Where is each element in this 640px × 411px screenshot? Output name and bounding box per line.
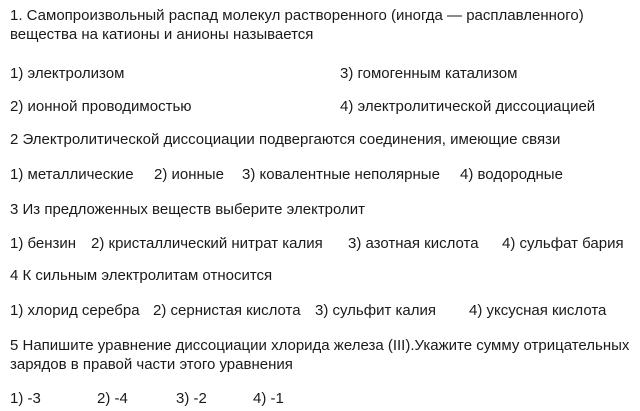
question-1-option-1: 1) электролизом <box>10 65 125 82</box>
question-1-line-1: 1. Самопроизвольный распад молекул растворенного (иногда — расплавленного) <box>10 7 584 24</box>
question-1-option-2: 2) ионной проводимостью <box>10 98 192 115</box>
question-4-option-1: 1) хлорид серебра <box>10 302 140 319</box>
question-4-option-4: 4) уксусная кислота <box>469 302 607 319</box>
question-2-option-3: 3) ковалентные неполярные <box>242 166 440 183</box>
question-2-option-2: 2) ионные <box>154 166 224 183</box>
question-4-option-3: 3) сульфит калия <box>315 302 436 319</box>
question-5-line-1: 5 Напишите уравнение диссоциации хлорида железа (III).Укажите сумму отрицательных <box>10 337 630 354</box>
question-1-option-4: 4) электролитической диссоциацией <box>340 98 596 115</box>
question-5-line-2: зарядов в правой части этого уравнения <box>10 356 293 373</box>
question-2-text: 2 Электролитической диссоциации подвергаются соединения, имеющие связи <box>10 131 561 148</box>
question-4-text: 4 К сильным электролитам относится <box>10 267 273 284</box>
question-5-option-1: 1) -3 <box>10 390 41 407</box>
question-3-option-4: 4) сульфат бария <box>502 235 624 252</box>
question-2-option-4: 4) водородные <box>460 166 563 183</box>
question-4-option-2: 2) сернистая кислота <box>153 302 301 319</box>
question-3-text: 3 Из предложенных веществ выберите электролит <box>10 201 366 218</box>
question-2-option-1: 1) металлические <box>10 166 134 183</box>
question-5-option-2: 2) -4 <box>97 390 128 407</box>
question-1-option-3: 3) гомогенным катализом <box>340 65 518 82</box>
question-5-option-3: 3) -2 <box>176 390 207 407</box>
question-1-text <box>10 6 584 44</box>
question-3-option-3: 3) азотная кислота <box>348 235 479 252</box>
question-3-option-2: 2) кристаллический нитрат калия <box>91 235 323 252</box>
question-3-option-1: 1) бензин <box>10 235 77 252</box>
question-5-option-4: 4) -1 <box>253 390 284 407</box>
question-5-text <box>10 336 629 374</box>
question-1-line-2: вещества на катионы и анионы называется <box>10 26 314 43</box>
